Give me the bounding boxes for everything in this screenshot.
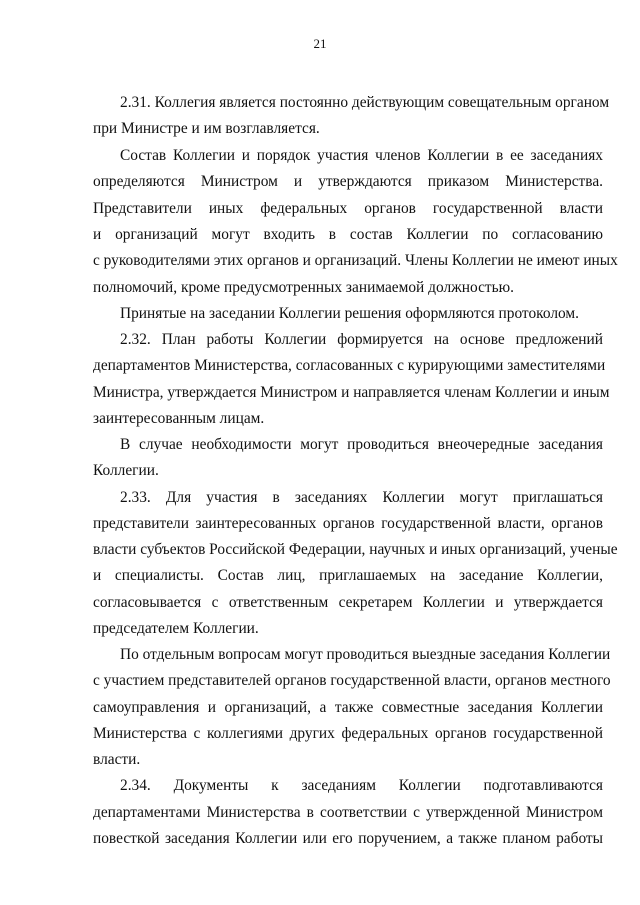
text-line: с участием представителей органов государственной власти, органов местного (93, 672, 611, 689)
text-line: Министерства с коллегиями других федеральных органов государственной (93, 725, 603, 742)
text-line: Принятые на заседании Коллегии решения оформляются протоколом. (120, 305, 580, 322)
text-line: 2.32. План работы Коллегии формируется на основе предложений (120, 331, 603, 348)
text-line: 2.31. Коллегия является постоянно действующим совещательным органом (120, 94, 610, 111)
text-line: согласовывается с ответственным секретарем Коллегии и утверждается (93, 594, 603, 611)
text-line: департаментов Министерства, согласованных с курирующими заместителями (93, 357, 606, 374)
text-line: Министра, утверждается Министром и направляется членам Коллегии и иным (93, 384, 610, 401)
text-line: самоуправления и организаций, а также совместные заседания Коллегии (93, 699, 603, 716)
text-line: В случае необходимости могут проводиться внеочередные заседания (120, 436, 603, 453)
text-line: По отдельным вопросам могут проводиться выездные заседания Коллегии (120, 646, 611, 663)
text-line: представители заинтересованных органов государственной власти, органов (93, 515, 603, 532)
text-line: власти. (93, 751, 141, 768)
text-line: председателем Коллегии. (93, 620, 259, 637)
text-line: с руководителями этих органов и организаций. Члены Коллегии не имеют иных (93, 252, 618, 269)
text-line: 2.33. Для участия в заседаниях Коллегии могут приглашаться (120, 489, 603, 506)
text-line: определяются Министром и утверждаются приказом Министерства. (93, 173, 603, 190)
text-line: Состав Коллегии и порядок участия членов Коллегии в ее заседаниях (120, 147, 603, 164)
text-line: власти субъектов Российской Федерации, научных и иных организаций, ученые (93, 541, 618, 558)
text-line: 2.34. Документы к заседаниям Коллегии подготавливаются (120, 777, 603, 794)
text-line: при Министре и им возглавляется. (93, 120, 320, 137)
text-line: повесткой заседания Коллегии или его поручением, а также планом работы (93, 830, 603, 847)
text-line: полномочий, кроме предусмотренных занимаемой должностью. (93, 279, 515, 296)
text-line: и организаций могут входить в состав Коллегии по согласованию (93, 226, 603, 243)
text-line: Коллегии. (93, 462, 159, 479)
text-line: департаментами Министерства в соответствии с утвержденной Министром (93, 804, 603, 821)
text-line: Представители иных федеральных органов государственной власти (93, 200, 603, 217)
text-line: и специалисты. Состав лиц, приглашаемых на заседание Коллегии, (93, 567, 603, 584)
page-number: 21 (313, 36, 327, 51)
text-line: заинтересованным лицам. (93, 410, 265, 427)
